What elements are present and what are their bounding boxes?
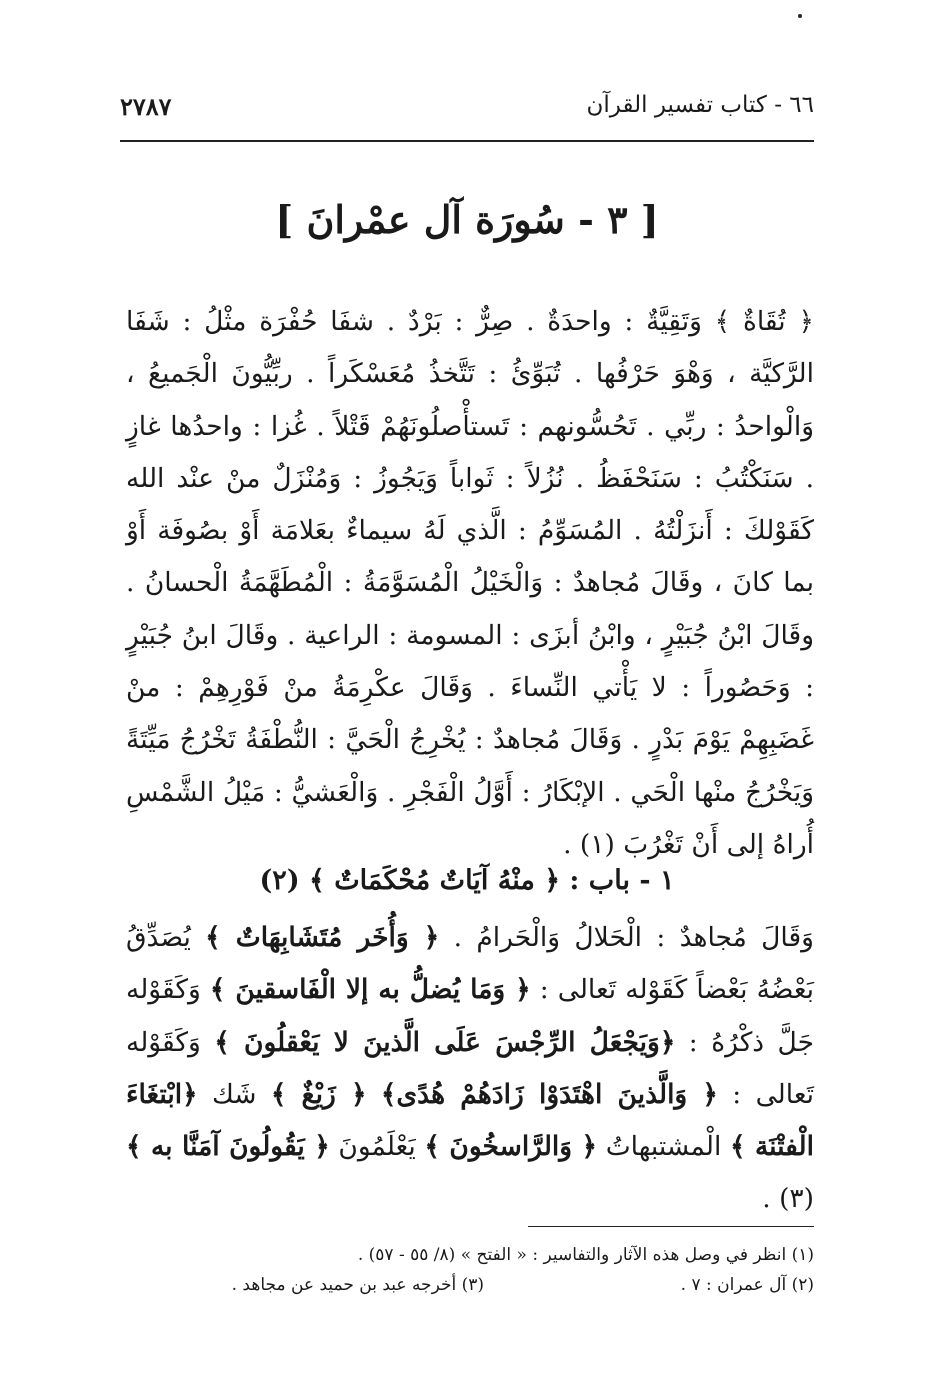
- text-segment: شَك: [197, 1078, 271, 1110]
- quran-quote: ﴿ يَقُولُونَ آمَنَّا به ﴾: [126, 1131, 330, 1163]
- text-segment: يَعْلَمُونَ: [329, 1131, 425, 1163]
- running-title: ٦٦ - كتاب تفسير القرآن: [586, 92, 814, 118]
- page-header: [120, 88, 814, 128]
- text-segment: يُصَدِّقُ بَعْضُهُ بَعْضاً كَقَوْله تَعالى :: [126, 922, 815, 1006]
- quran-quote: ﴿وَيَجْعَلُ الرِّجْسَ عَلَى الَّذينَ لا يَعْقلُونَ ﴾: [214, 1026, 676, 1058]
- text-segment: الْمشتبهاتُ: [597, 1131, 730, 1163]
- text-segment: وَكَقَوْله تَعالى :: [126, 1026, 814, 1110]
- footnotes: [120, 1240, 814, 1300]
- footnote-2: (٢) آل عمران : ٧ .: [680, 1275, 814, 1295]
- quran-quote: ﴿ وَالرَّاسخُونَ ﴾: [424, 1131, 598, 1163]
- page-number: ٢٧٨٧: [120, 92, 172, 121]
- footnote-rule: [528, 1226, 814, 1227]
- quran-quote: ﴿ابْتغَاءَ الْفتْنَة ﴾: [126, 1078, 814, 1163]
- text-segment: (٣) .: [762, 1183, 814, 1215]
- footnote-1: (١) انظر في وصل هذه الآثار والتفاسير : « الفتح » (٨/ ٥٥ - ٥٧) .: [357, 1245, 814, 1265]
- quran-quote: ﴿ وَمَا يُضلُّ به إلا الْفَاسقينَ ﴾: [209, 974, 531, 1006]
- text-segment: وَقَالَ مُجاهدٌ : الْحَلالُ وَالْحَرامُ .: [439, 922, 814, 953]
- commentary-paragraph-1: ﴿ تُقَاةٌ ﴾ وَتَقِيَّةٌ : واحدَةٌ . صِرٌّ : بَرْدٌ . شفَا حُفْرَة مثْلُ : شَفَا الرَّكيَّة ، وَهْوَ حَرْفُها . تُبَوِّئُ : تَتَّخذُ مُعَسْكَراً . ربِّيُّونَ الْجَميعُ ، وَالْواحدُ : ربِّي . تَحُسُّونهم : تَستأْصلُونَهُمْ قَتْلاً . غُزا : واحدُها غازٍ . سَنَكْتُبُ : سَنَحْفَظُ . نُزُلاً : ثَواباً وَيَجُوزُ : وَمُنْزَلٌ منْ عنْد الله كَقَوْلكَ : أَنزَلْتُهُ . المُسَوِّمُ : الَّذي لَهُ سيماءٌ بعَلامَة أَوْ بصُوفَة أَوْ بما كانَ ، وقَالَ مُجاهدٌ : وَالْخَيْلُ الْمُسَوَّمَةُ : الْمُطَهَّمَةُ الْحسانُ . وقَالَ ابْنُ جُبَيْرٍ ، وابْنُ أبزَى : المسومة : الراعية . وقَالَ ابنُ جُبَيْرٍ : وَحَصُوراً : لا يَأْتي النِّساءَ . وَقَالَ عكْرِمَةُ منْ فَوْرِهِمْ : منْ غَضَبِهِمْ يَوْمَ بَدْرٍ . وَقَالَ مُجاهدٌ : يُخْرِجُ الْحَيَّ : النُّطْفَةُ تَخْرُجُ مَيِّتَةً وَيَخْرُجُ منْها الْحَي . الإبْكَارُ : أَوَّلُ الْفَجْرِ . وَالْعَشيُّ : مَيْلُ الشَّمْسِ أُراهُ إلى أَنْ تَغْرُبَ (١) .: [126, 306, 814, 860]
- footnote-3: (٣) أخرجه عبد بن حميد عن مجاهد .: [231, 1275, 484, 1295]
- text-segment: [367, 1079, 381, 1110]
- text-segment: وَكَقَوْله جَلَّ ذكْرُهُ :: [126, 974, 815, 1058]
- chapter-heading: ١ - باب : ﴿ منْهُ آيَاتٌ مُحْكَمَاتٌ ﴾ (٢): [259, 865, 675, 896]
- quran-quote: ﴿ وَأُخَر مُتَشَابِهَاتٌ ﴾: [205, 922, 440, 953]
- header-rule: [120, 140, 814, 142]
- commentary-paragraph-2: [126, 912, 814, 1226]
- quran-quote: ﴿ وَالَّذينَ اهْتَدَوْا زَادَهُمْ هُدًى﴾: [380, 1078, 718, 1110]
- page-mark: [798, 14, 802, 18]
- quran-quote: ﴿ زَيْغٌ ﴾: [270, 1078, 367, 1110]
- surah-heading: [ ٣ - سُورَة آل عمْرانَ ]: [275, 197, 659, 242]
- footnote-row: [120, 1240, 814, 1270]
- footnote-row: [120, 1270, 814, 1300]
